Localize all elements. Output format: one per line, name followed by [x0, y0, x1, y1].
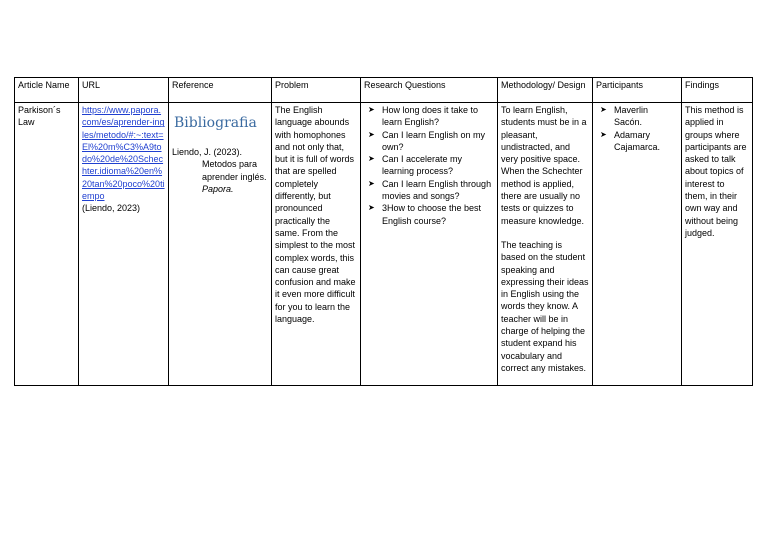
header-research-questions: Research Questions [361, 78, 498, 103]
paragraph-spacer [501, 227, 589, 239]
reference-entry [172, 146, 268, 195]
methodology-paragraph-1: To learn English, students must be in a pleasant, undistracted, and very positive space. When the Schechter method is applied, there are usually no tests or quizzes to measure knowledge. [501, 105, 587, 226]
question-text: Can I accelerate my learning process? [382, 154, 463, 177]
question-text: Can I learn English on my own? [382, 129, 486, 152]
arrowhead-bullet-icon: ➤ [368, 105, 375, 114]
cell-participants [593, 103, 682, 386]
arrowhead-bullet-icon: ➤ [368, 154, 375, 164]
research-questions-list [364, 104, 494, 227]
table-row [15, 103, 753, 386]
arrowhead-bullet-icon: ➤ [600, 129, 607, 139]
cell-methodology [498, 103, 593, 386]
cell-problem: The English language abounds with homophones and not only that, but it is full of words that are spelled completely differently, but pronounced practically the same. From the simplest to the most complex words, this can cause great confusion and make it even more difficult for you to learn the language. [272, 103, 361, 386]
cell-article-name: Parkison´s Law [15, 103, 79, 386]
article-review-table [14, 77, 753, 386]
header-reference: Reference [169, 78, 272, 103]
list-item [364, 178, 494, 203]
reference-publisher: Papora. [202, 183, 234, 194]
url-link[interactable]: https://www.papora.com/es/aprender-ingles/metodo/#:~:text=El%20m%C3%A9todo%20de%20Schechter.idioma%20en%20tan%20poco%20tiempo [82, 105, 165, 202]
list-item [364, 153, 494, 178]
methodology-paragraph-2: The teaching is based on the student speaking and expressing their ideas in English using the words they know. A teacher will be in charge of helping the student expand his vocabulary and correct any mistakes. [501, 239, 589, 373]
list-item [364, 104, 494, 129]
arrowhead-bullet-icon: ➤ [368, 203, 375, 213]
header-row [15, 78, 753, 103]
header-article-name: Article Name [15, 78, 79, 103]
header-findings: Findings [682, 78, 753, 103]
question-text: 3How to choose the best English course? [382, 203, 482, 226]
header-problem: Problem [272, 78, 361, 103]
arrowhead-bullet-icon: ➤ [600, 105, 607, 114]
header-participants: Participants [593, 78, 682, 103]
participant-name: Maverlin Sacón. [614, 105, 649, 128]
url-citation: (Liendo, 2023) [82, 203, 141, 214]
question-text: How long does it take to learn English? [382, 105, 479, 128]
list-item [364, 202, 494, 227]
list-item [596, 104, 678, 129]
arrowhead-bullet-icon: ➤ [368, 129, 375, 139]
participants-list [596, 104, 678, 153]
arrowhead-bullet-icon: ➤ [368, 178, 375, 188]
cell-research-questions [361, 103, 498, 386]
question-text: Can I learn English through movies and songs? [382, 178, 492, 202]
bibliography-heading: Bibliografia [174, 115, 257, 131]
cell-reference [169, 103, 272, 386]
reference-text: Liendo, J. (2023). Metodos para aprender inglés. [172, 147, 267, 182]
cell-url [79, 103, 169, 386]
participant-name: Adamary Cajamarca. [614, 129, 661, 152]
cell-findings: This method is applied in groups where participants are asked to talk about topics of interest to them, in their own way and without being judged. [682, 103, 753, 386]
list-item [596, 129, 678, 154]
header-url: URL [79, 78, 169, 103]
list-item [364, 129, 494, 154]
header-methodology: Methodology/ Design [498, 78, 593, 103]
